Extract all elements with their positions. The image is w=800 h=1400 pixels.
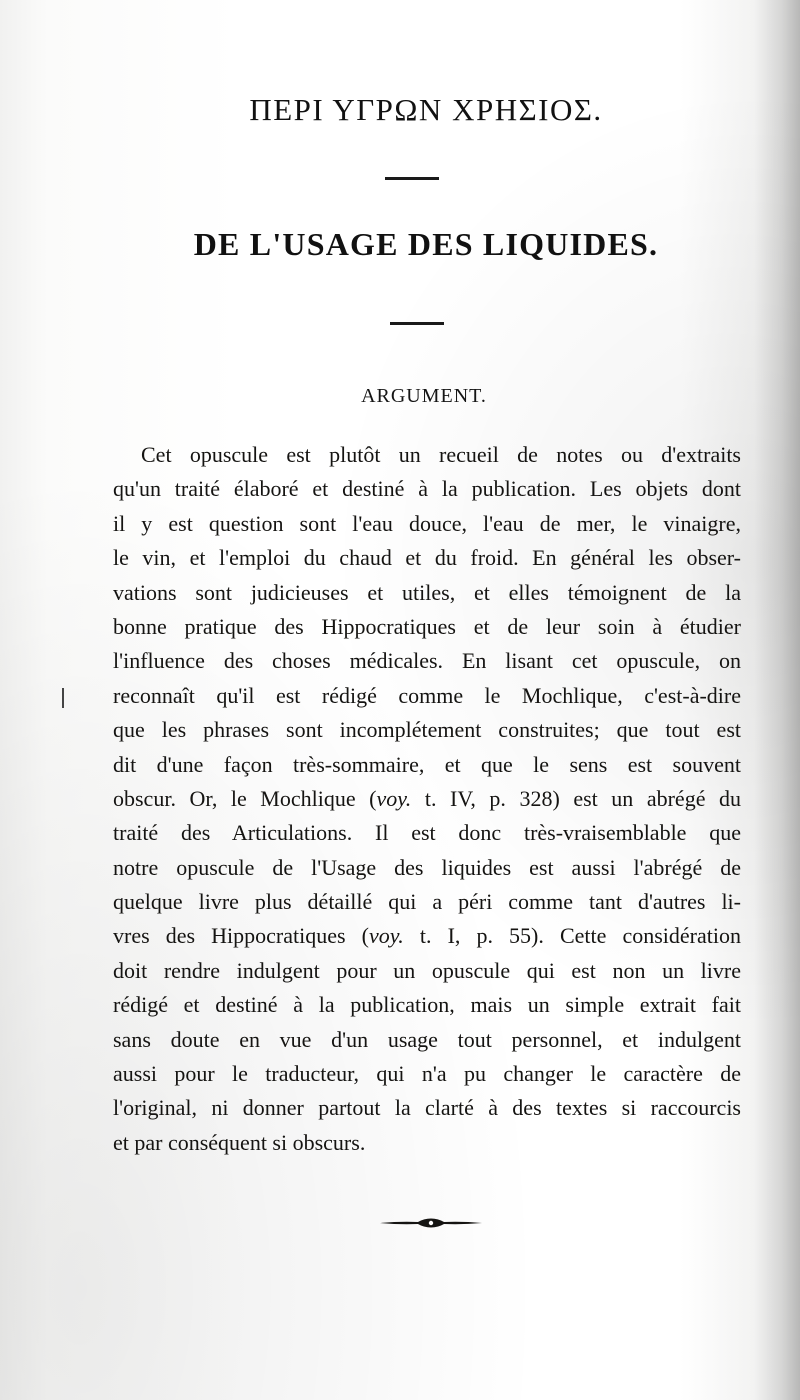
french-title: DE L'USAGE DES LIQUIDES. [193,226,659,262]
text-line: doit rendre indulgent pour un opuscule qui est non un livre [113,957,741,983]
text-line: il y est question sont l'eau douce, l'eau de mer, le vinaigre, [113,510,741,536]
text-line: Cet opuscule est plutôt un recueil de notes ou d'extraits [141,442,741,467]
text-run: t. IV, p. 328) est un abrégé du [411,785,742,811]
text-run: obscur. Or, le Mochlique ( [113,785,377,811]
section-heading: ARGUMENT. [361,385,487,407]
text-run: t. I, p. 55). Cette considération [403,923,741,949]
ornamental-rule-icon [380,1216,482,1230]
subtitle-divider-rule [390,322,444,325]
text-line: rédigé et destiné à la publication, mais un simple extrait fait [113,992,741,1018]
text-line: l'original, ni donner partout la clarté à des textes si raccourcis [113,1095,741,1121]
text-line: bonne pratique des Hippocratiques et de leur soin à étudier [113,613,741,639]
italic-abbreviation: voy. [376,785,412,811]
text-line: reconnaît qu'il est rédigé comme le Mochlique, c'est-à-dire [113,682,741,708]
italic-abbreviation: voy. [368,923,404,949]
text-line: sans doute en vue d'un usage tout personnel, et indulgent [113,1026,741,1052]
text-line: l'influence des choses médicales. En lisant cet opuscule, on [113,648,741,674]
text-line: notre opuscule de l'Usage des liquides est aussi l'abrégé de [113,854,741,880]
page-spine-shadow [754,0,800,1400]
argument-paragraph [113,438,741,1160]
text-line [113,919,741,953]
text-line: quelque livre plus détaillé qui a péri comme tant d'autres li- [113,889,741,915]
text-line: le vin, et l'emploi du chaud et du froid. En général les obser- [113,545,741,571]
text-line: dit d'une façon très-sommaire, et que le sens est souvent [113,751,741,777]
text-line: et par conséquent si obscurs. [113,1129,366,1155]
title-divider-rule [385,177,439,180]
text-line: traité des Articulations. Il est donc très-vraisemblable que [113,820,741,846]
text-run: vres des Hippocratiques ( [113,923,369,949]
text-line: vations sont judicieuses et utiles, et elles témoignent de la [113,579,741,605]
text-line [113,782,741,816]
text-line: qu'un traité élaboré et destiné à la publication. Les objets dont [113,476,741,502]
text-line: que les phrases sont incomplétement construites; que tout est [113,717,741,743]
text-line: aussi pour le traducteur, qui n'a pu changer le caractère de [113,1061,741,1087]
margin-mark [62,688,64,708]
greek-title: ΠΕΡΙ ΥΓΡΩΝ ΧΡΗΣΙΟΣ. [249,92,603,127]
